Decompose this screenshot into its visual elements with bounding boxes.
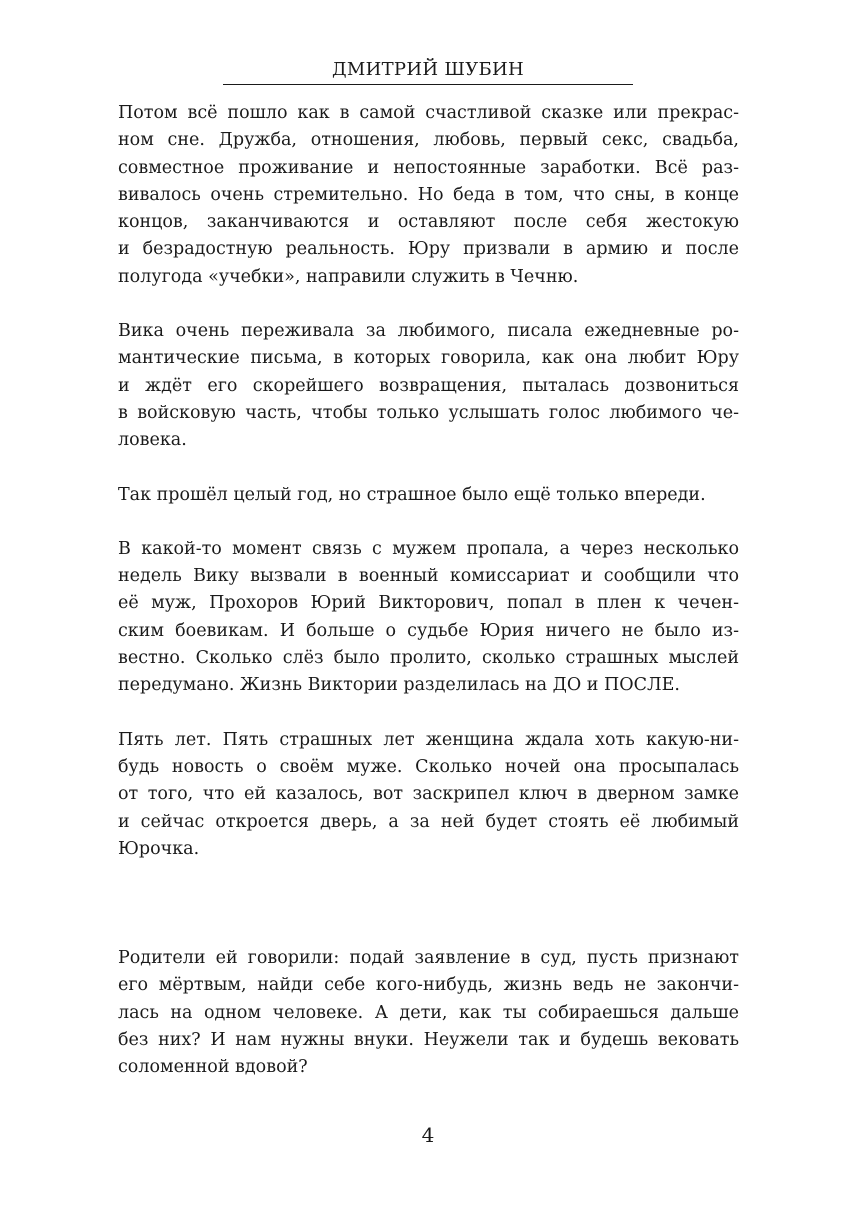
text-line: и сейчас откроется дверь, а за ней будет стоять её любимый bbox=[118, 811, 739, 832]
paragraph-4 bbox=[118, 536, 739, 700]
paragraph-1 bbox=[118, 100, 739, 291]
paragraph-2 bbox=[118, 318, 739, 454]
page-body bbox=[118, 100, 739, 1082]
text-line: будь новость о своём муже. Сколько ночей она просыпалась bbox=[118, 756, 739, 777]
text-line: концов, заканчиваются и оставляют после себя жестокую bbox=[118, 212, 739, 233]
paragraph-3 bbox=[118, 482, 739, 509]
text-line: Пять лет. Пять страшных лет женщина ждала хоть какую-ни- bbox=[118, 729, 739, 750]
text-line: Родители ей говорили: подай заявление в суд, пусть признают bbox=[118, 948, 739, 969]
text-line: от того, что ей казалось, вот заскрипел ключ в дверном замке bbox=[118, 784, 739, 805]
text-line: мантические письма, в которых говорила, как она любит Юру bbox=[118, 348, 739, 369]
text-line: её муж, Прохоров Юрий Викторович, попал в плен к чечен- bbox=[118, 593, 739, 614]
text-line: недель Вику вызвали в военный комиссариат и сообщили что bbox=[118, 566, 739, 587]
text-line: соломенной вдовой? bbox=[118, 1057, 308, 1078]
text-line: его мёртвым, найди себе кого-нибудь, жизнь ведь не закончи- bbox=[118, 975, 739, 996]
text-line: Вика очень переживала за любимого, писала ежедневные ро- bbox=[118, 321, 739, 342]
text-line: В какой-то момент связь с мужем пропала, а через несколько bbox=[118, 538, 739, 559]
text-line: совместное проживание и непостоянные заработки. Всё раз- bbox=[118, 157, 739, 178]
text-line: передумано. Жизнь Виктории разделилась на ДО и ПОСЛЕ. bbox=[118, 675, 680, 696]
text-line: и ждёт его скорейшего возвращения, пыталась дозвониться bbox=[118, 375, 739, 396]
text-line: полугода «учебки», направили служить в Чечню. bbox=[118, 266, 579, 287]
paragraph-5 bbox=[118, 727, 739, 863]
text-line: Так прошёл целый год, но страшное было ещё только впереди. bbox=[118, 484, 706, 505]
text-line: ловека. bbox=[118, 430, 187, 451]
page-number: 4 bbox=[421, 1123, 435, 1147]
header-rule bbox=[223, 84, 633, 85]
text-line: и безрадостную реальность. Юру призвали в армию и после bbox=[118, 239, 739, 260]
text-line: ским боевикам. И больше о судьбе Юрия ничего не было из- bbox=[118, 620, 739, 641]
text-line: вестно. Сколько слёз было пролито, сколько страшных мыслей bbox=[118, 648, 739, 669]
paragraph-6 bbox=[118, 945, 739, 1081]
text-line: вивалось очень стремительно. Но беда в том, что сны, в конце bbox=[118, 184, 739, 205]
text-line: Юрочка. bbox=[118, 838, 200, 859]
text-line: лась на одном человеке. А дети, как ты собираешься дальше bbox=[118, 1002, 739, 1023]
text-line: без них? И нам нужны внуки. Неужели так и будешь вековать bbox=[118, 1030, 739, 1051]
text-line: ном сне. Дружба, отношения, любовь, первый секс, свадьба, bbox=[118, 130, 739, 151]
text-line: в войсковую часть, чтобы только услышать голос любимого че- bbox=[118, 402, 739, 423]
running-header: ДМИТРИЙ ШУБИН bbox=[331, 59, 525, 80]
text-line: Потом всё пошло как в самой счастливой сказке или прекрас- bbox=[118, 103, 739, 123]
